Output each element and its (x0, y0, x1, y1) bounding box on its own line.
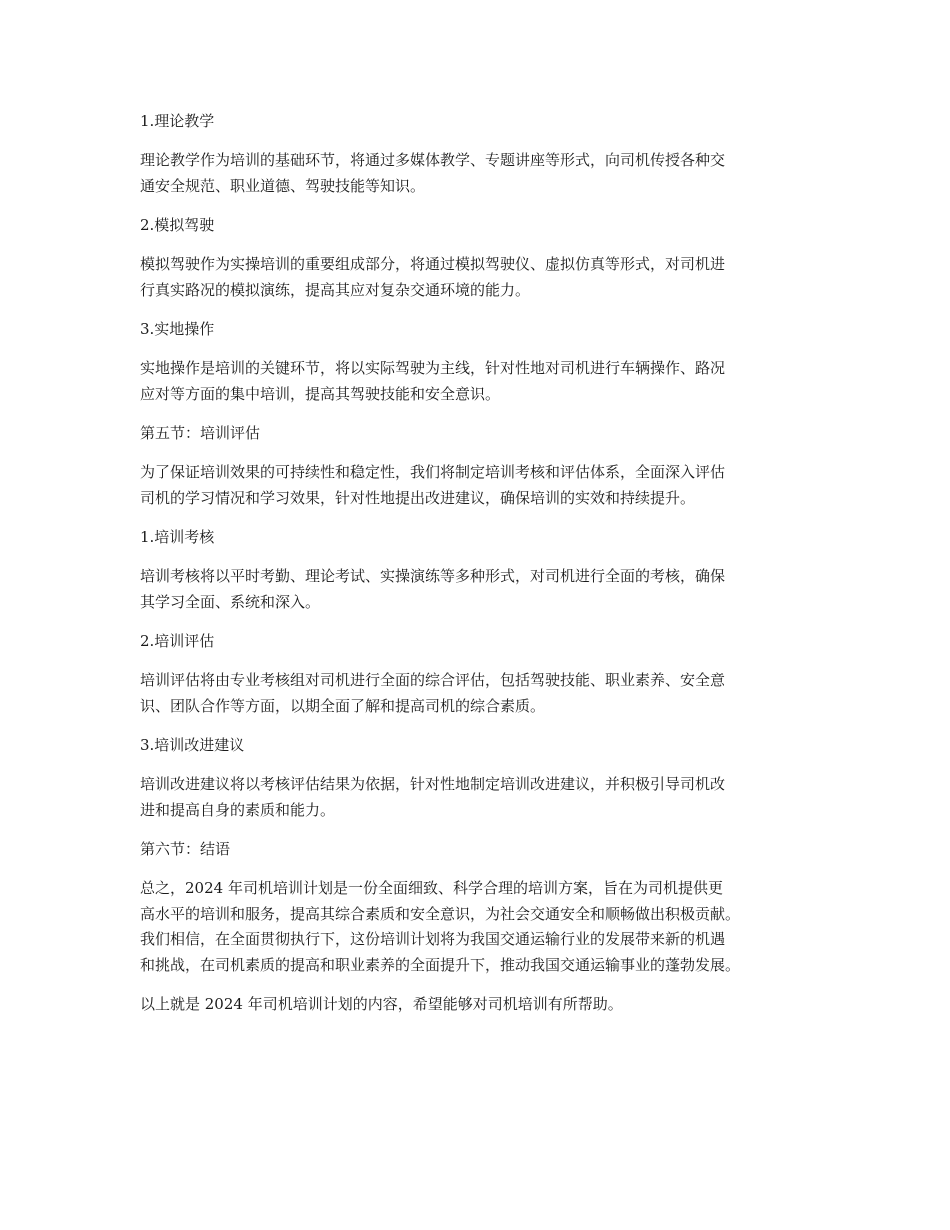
paragraph-line: 其学习全面、系统和深入。 (140, 592, 321, 611)
paragraph-line: 理论教学作为培训的基础环节，将通过多媒体教学、专题讲座等形式，向司机传授各种交 (140, 151, 726, 169)
document-body (140, 109, 812, 1032)
paragraph-line: 培训评估将由专业考核组对司机进行全面的综合评估，包括驾驶技能、职业素养、安全意 (140, 671, 726, 689)
paragraph-line: 高水平的培训和服务，提高其综合素质和安全意识，为社会交通安全和顺畅做出积极贡献。 (140, 904, 741, 923)
paragraph-theory-teaching (140, 148, 812, 199)
paragraph-line: 通安全规范、职业道德、驾驶技能等知识。 (140, 176, 426, 195)
paragraph-line: 模拟驾驶作为实操培训的重要组成部分，将通过模拟驾驶仪、虚拟仿真等形式，对司机进 (140, 255, 726, 273)
paragraph-training-evaluation (140, 668, 812, 719)
paragraph-closing (140, 992, 812, 1018)
paragraph-line: 行真实路况的模拟演练，提高其应对复杂交通环境的能力。 (140, 280, 531, 299)
heading-training-assessment: 1.培训考核 (140, 528, 215, 546)
heading-section-6: 第六节：结语 (140, 840, 231, 858)
paragraph-improvement-suggestions (140, 772, 812, 823)
paragraph-line: 为了保证培训效果的可持续性和稳定性，我们将制定培训考核和评估体系，全面深入评估 (140, 463, 726, 481)
paragraph-line: 以上就是 2024 年司机培训计划的内容，希望能够对司机培训有所帮助。 (140, 995, 623, 1013)
paragraph-line: 识、团队合作等方面，以期全面了解和提高司机的综合素质。 (140, 696, 546, 715)
paragraph-conclusion (140, 876, 812, 978)
heading-section-5: 第五节：培训评估 (140, 424, 261, 442)
paragraph-line: 我们相信，在全面贯彻执行下，这份培训计划将为我国交通运输行业的发展带来新的机遇 (140, 930, 726, 948)
paragraph-line: 应对等方面的集中培训，提高其驾驶技能和安全意识。 (140, 384, 501, 403)
paragraph-training-assessment (140, 564, 812, 615)
heading-improvement-suggestions: 3.培训改进建议 (140, 736, 245, 754)
paragraph-line: 和挑战，在司机素质的提高和职业素养的全面提升下，推动我国交通运输事业的蓬勃发展。 (140, 955, 741, 974)
paragraph-simulated-driving (140, 252, 812, 303)
paragraph-line: 进和提高自身的素质和能力。 (140, 800, 336, 819)
heading-field-operation: 3.实地操作 (140, 320, 215, 338)
heading-theory-teaching: 1.理论教学 (140, 112, 215, 130)
paragraph-field-operation (140, 356, 812, 407)
paragraph-line: 培训考核将以平时考勤、理论考试、实操演练等多种形式，对司机进行全面的考核，确保 (140, 567, 726, 585)
heading-simulated-driving: 2.模拟驾驶 (140, 216, 215, 234)
paragraph-section-5 (140, 460, 812, 511)
paragraph-line: 总之，2024 年司机培训计划是一份全面细致、科学合理的培训方案，旨在为司机提供更 (140, 879, 723, 897)
heading-training-evaluation: 2.培训评估 (140, 632, 215, 650)
paragraph-line: 司机的学习情况和学习效果，针对性地提出改进建议，确保培训的实效和持续提升。 (140, 488, 696, 507)
paragraph-line: 实地操作是培训的关键环节，将以实际驾驶为主线，针对性地对司机进行车辆操作、路况 (140, 359, 726, 377)
paragraph-line: 培训改进建议将以考核评估结果为依据，针对性地制定培训改进建议，并积极引导司机改 (140, 775, 726, 793)
